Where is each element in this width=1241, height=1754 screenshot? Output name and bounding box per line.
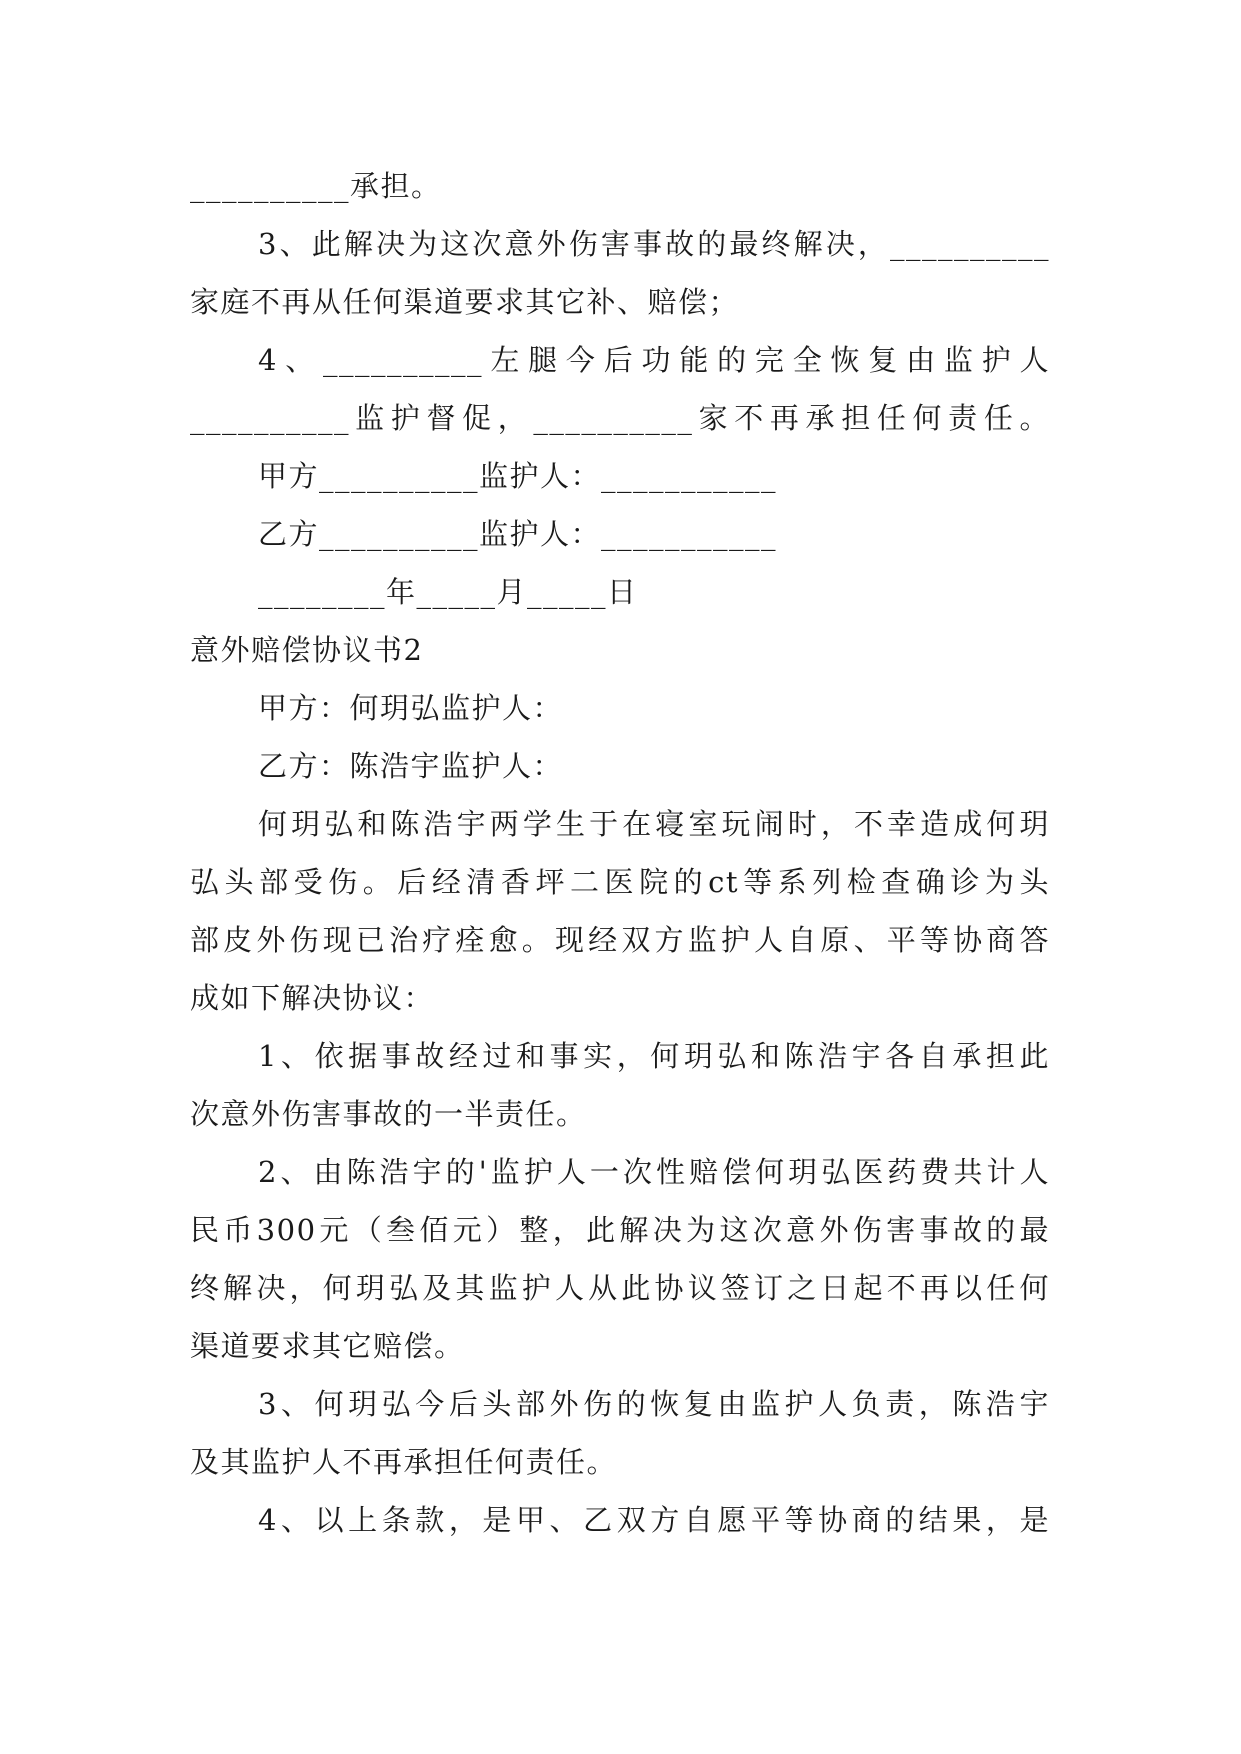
text-line: 弘头部受伤。后经清香坪二医院的ct等系列检查确诊为头 — [190, 865, 1050, 899]
text-line: 4、__________左腿今后功能的完全恢复由监护人 — [258, 343, 1050, 377]
party-b-line: 乙方：陈浩宇监护人： — [258, 749, 564, 783]
party-a-line: 甲方：何玥弘监护人： — [258, 691, 564, 725]
text-line: 成如下解决协议： — [190, 981, 435, 1015]
text-line: 渠道要求其它赔偿。 — [190, 1329, 465, 1363]
text-line: 1、依据事故经过和事实，何玥弘和陈浩宇各自承担此 — [258, 1039, 1050, 1073]
text-line: 3、此解决为这次意外伤害事故的最终解决，__________ — [258, 227, 1050, 261]
text-line: __________监护督促，__________家不再承担任何责任。 — [190, 401, 1050, 435]
text-line: 何玥弘和陈浩宇两学生于在寝室玩闹时，不幸造成何玥 — [258, 807, 1050, 841]
text-line: 终解决，何玥弘及其监护人从此协议签订之日起不再以任何 — [190, 1271, 1050, 1305]
text-line: 家庭不再从任何渠道要求其它补、赔偿； — [190, 285, 740, 319]
signature-line-party-b: 乙方__________监护人：___________ — [258, 517, 778, 551]
text-line: 次意外伤害事故的一半责任。 — [190, 1097, 587, 1131]
text-line: 2、由陈浩宇的'监护人一次性赔偿何玥弘医药费共计人 — [258, 1155, 1050, 1189]
text-line: __________承担。 — [190, 169, 442, 203]
text-line: 3、何玥弘今后头部外伤的恢复由监护人负责，陈浩宇 — [258, 1387, 1050, 1421]
signature-line-party-a: 甲方__________监护人：___________ — [258, 459, 778, 493]
text-line: 部皮外伤现已治疗痊愈。现经双方监护人自原、平等协商答 — [190, 923, 1050, 957]
date-line: ________年_____月_____日 — [258, 575, 638, 609]
text-line: 4、以上条款，是甲、乙双方自愿平等协商的结果，是 — [258, 1503, 1050, 1537]
text-line: 民币300元（叁佰元）整，此解决为这次意外伤害事故的最 — [190, 1213, 1050, 1247]
section-title: 意外赔偿协议书2 — [190, 633, 424, 667]
text-line: 及其监护人不再承担任何责任。 — [190, 1445, 618, 1479]
